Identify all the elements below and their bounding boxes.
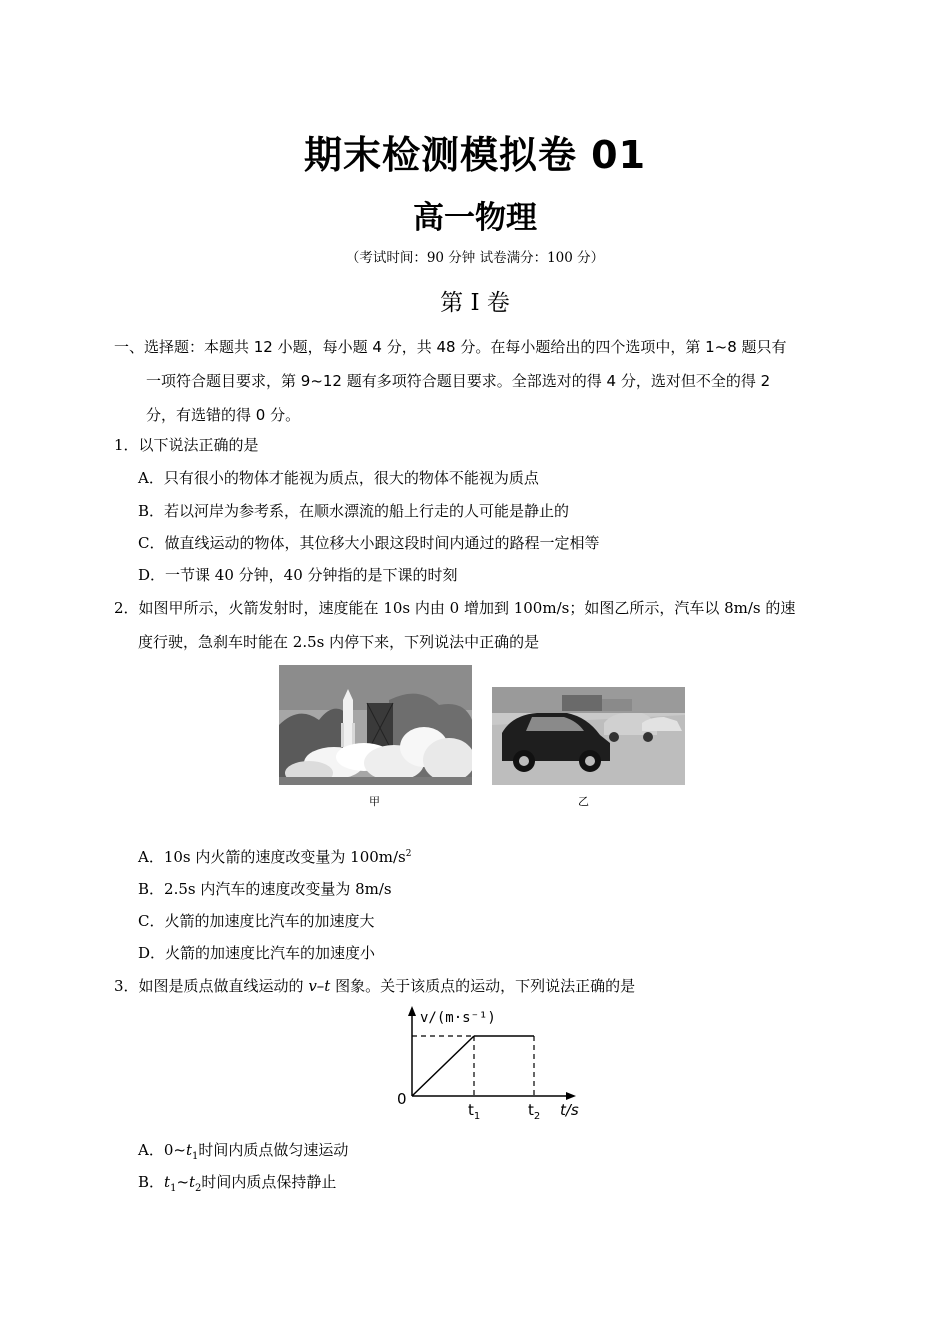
t1-label-main: t (468, 1101, 474, 1119)
rocket-launch-illustration (279, 665, 472, 785)
q3-stem-var: v–t (308, 977, 331, 995)
section-line-3: 分，有选错的得 0 分。 (146, 406, 301, 424)
q3-option-b-mid: ~ (176, 1173, 190, 1191)
q3-stem-post: 图象。关于该质点的运动，下列说法正确的是 (330, 977, 636, 995)
section-line-1: 一、选择题：本题共 12 小题，每小题 4 分，共 48 分。在每小题给出的四个选项中，第 1~8 题只有 (114, 338, 787, 356)
x-axis-label: t/s (560, 1101, 579, 1119)
q2-option-d: D．火箭的加速度比汽车的加速度小 (138, 944, 376, 962)
section-line-2: 一项符合题目要求，第 9~12 题有多项符合题目要求。全部选对的得 4 分，选对但不全的得 2 (146, 372, 771, 390)
origin-label: 0 (397, 1090, 407, 1108)
q3-stem (114, 975, 635, 996)
q3-option-b (138, 1171, 336, 1194)
page-title: 期末检测模拟卷 01 (303, 133, 647, 177)
q3-option-a-var: t (185, 1141, 192, 1159)
x-axis-arrow (566, 1092, 576, 1100)
q1-option-d: D．一节课 40 分钟，40 分钟指的是下课的时刻 (138, 566, 458, 584)
q3-stem-pre: 3．如图是质点做直线运动的 (114, 977, 309, 995)
q3-option-b-sub2: 2 (195, 1183, 202, 1194)
page-subtitle: 高一物理 (413, 200, 537, 236)
q2-option-a-exponent: 2 (405, 849, 412, 859)
q3-option-a (138, 1139, 348, 1162)
q3-option-a-post: 时间内质点做匀速运动 (198, 1141, 349, 1159)
q3-option-b-var2: t (189, 1173, 196, 1191)
section-instructions (114, 330, 844, 432)
q3-option-b-sub1: 1 (170, 1183, 177, 1194)
q2-option-a (138, 846, 412, 867)
t1-label-sub: 1 (473, 1111, 481, 1122)
q3-option-b-post: 时间内质点保持静止 (201, 1173, 337, 1191)
car-braking-image (492, 665, 685, 785)
t2-label-main: t (528, 1101, 534, 1119)
t1-label (468, 1101, 480, 1122)
vt-graph (392, 1004, 592, 1122)
q1-option-b: B．若以河岸为参考系，在顺水漂流的船上行走的人可能是静止的 (138, 502, 570, 520)
rocket-launch-image (279, 665, 472, 785)
q2-option-c: C．火箭的加速度比汽车的加速度大 (138, 912, 375, 930)
caption-right: 乙 (578, 795, 589, 808)
q3-option-b-var1: t (164, 1173, 171, 1191)
y-axis-label: v/(m·s⁻¹) (420, 1010, 496, 1026)
q2-option-b: B．2.5s 内汽车的速度改变量为 8m/s (138, 880, 392, 898)
exam-info: （考试时间：90 分钟 试卷满分：100 分） (345, 250, 605, 266)
t2-label (528, 1101, 540, 1122)
q2-option-a-text: A．10s 内火箭的速度改变量为 100m/s (138, 848, 406, 866)
car-braking-illustration (492, 665, 685, 785)
q2-stem-line-1: 2．如图甲所示，火箭发射时，速度能在 10s 内由 0 增加到 100m/s；如图乙所示，汽车以 8m/s 的速 (114, 599, 796, 617)
q2-stem-line-2: 度行驶，急刹车时能在 2.5s 内停下来，下列说法中正确的是 (138, 633, 540, 651)
volume-heading: 第 I 卷 (440, 290, 510, 316)
q3-option-a-sub: 1 (191, 1151, 199, 1162)
q1-option-c: C．做直线运动的物体，其位移大小跟这段时间内通过的路程一定相等 (138, 534, 600, 552)
caption-left: 甲 (369, 795, 380, 808)
velocity-ramp-line (412, 1036, 474, 1096)
q1-stem: 1．以下说法正确的是 (114, 436, 259, 454)
q3-option-b-pre: B． (138, 1173, 165, 1191)
q3-option-a-pre: A．0~ (138, 1141, 186, 1159)
t2-label-sub: 2 (533, 1111, 541, 1122)
q1-option-a: A．只有很小的物体才能视为质点，很大的物体不能视为质点 (138, 469, 539, 487)
y-axis-arrow (408, 1006, 416, 1016)
